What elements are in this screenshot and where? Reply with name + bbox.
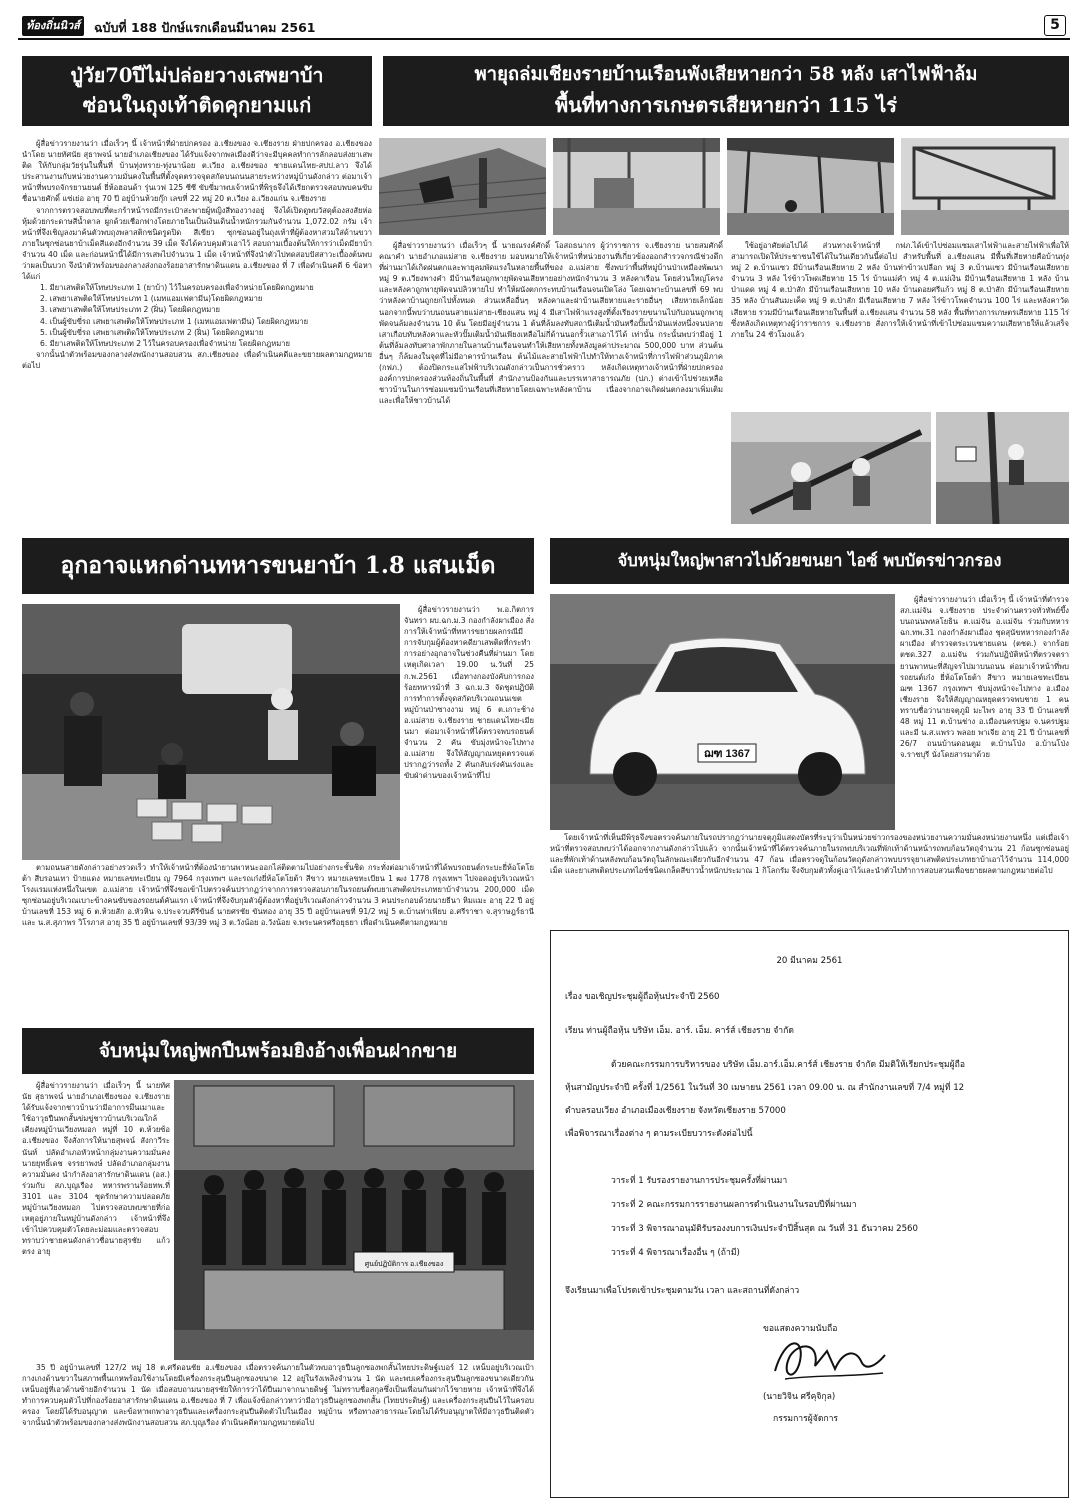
charge-item: 1. มียาเสพติดให้โทษประเภท 1 (ยาบ้า) ไว้ในครอบครองเพื่อจำหน่ายโดยผิดกฎหมาย (40, 283, 314, 293)
notice-body-line: หุ้นสามัญประจำปี ครั้งที่ 1/2561 ในวันที่ 30 เมษายน 2561 เวลา 09.00 น. ณ สำนักงานเลขที่ 7/4 หมู่ที่ 12 (565, 1083, 965, 1093)
headline-line-2: ซ่อนในถุงเท้าติดคุกยามแก่ (82, 93, 312, 117)
notice-date: 20 มีนาคม 2561 (776, 956, 843, 966)
headline-checkpoint: อุกอาจแหกด่านทหารขนยาบ้า 1.8 แสนเม็ด (22, 538, 534, 594)
station-sign-text: ศูนย์ปฏิบัติการ อ.เชียงของ (364, 1261, 444, 1268)
headline-line-2: พื้นที่ทางการเกษตรเสียหายกว่า 115 ไร่ (554, 93, 898, 117)
signatory-name: (นายวิจิน ศรีคุจิกุล) (763, 1392, 836, 1402)
photo-roof-frame (553, 138, 720, 235)
charge-list (22, 282, 372, 349)
photo-damaged-roof (379, 138, 546, 235)
checkpoint-photo (22, 604, 400, 860)
shareholder-notice (550, 930, 1069, 1498)
white-car-photo (550, 594, 895, 830)
charge-item: 5. เป็นผู้ขับขี่รถ เสพยาเสพติดให้โทษประเภท 2 (ฝิ่น) โดยผิดกฎหมาย (40, 327, 264, 337)
article-ice-bottom (550, 832, 1069, 920)
headline-line-1: พายุถล่มเชียงรายบ้านเรือนพังเสียหายกว่า 58 หลัง เสาไฟฟ้าล้ม (474, 64, 978, 85)
storm-photo-repairs (731, 412, 1069, 524)
notice-subject: เรื่อง ขอเชิญประชุมผู้ถือหุ้นประจำปี 2560 (565, 992, 720, 1002)
page-number: 5 (1044, 15, 1066, 36)
notice-recipient: เรียน ท่านผู้ถือหุ้น บริษัท เอ็ม. อาร์. เอ็ม. คาร์ส์ เชียงราย จำกัด (565, 1026, 794, 1036)
headline-gun: จับหนุ่มใหญ่พกปืนพร้อมยิงอ้างเพื่อนฝากขาย (22, 1028, 534, 1074)
headline-line-1: ปู่วัย70ปีไม่ปล่อยวางเสพยาบ้า (70, 64, 324, 87)
charge-item: 6. มียาเสพติดให้โทษประเภท 2 ไว้ในครอบครองเพื่อจำหน่าย โดยผิดกฎหมาย (40, 338, 290, 348)
masthead (18, 14, 1070, 40)
paragraph: ตามถนนสายดังกล่าวอย่างรวดเร็ว ทำให้เจ้าหน้าที่ต้องนำยานพาหนะออกไล่ติดตามไปอย่างกระชั้นชิด กระทั่งต่อมาเจ้าหน้าที่ได้พบรถยนต์กระบะยี่ห้อโตโยต้า สีบรอนเทา ป้ายแดง หมายเลขทะเบียน ญ 7964 กรุงเทพฯ และรถเก๋งยี่ห้อโตโยต้า สีขาว หมายเลขทะเบียน 1 ฒง 1778 กรุงเทพฯ ไปจอดอยู่บริเวณหน้าโรงแรมแห่งหนึ่งในเขต อ.แม่สาย เจ้าหน้าที่จึงขอเข้าไปตรวจค้นปรากฏว่าจากการตรวจสอบภายในรถยนต์พบยาเสพติดประเภทยาบ้าจำนวน 200,000 เม็ด ซุกซ่อนอยู่บริเวณเบาะข้างคนขับของรถยนต์คันแรก เจ้าหน้าที่จึงจับกุมตัวผู้ต้องหาที่อยู่บริเวณดังกล่าวจำนวน 3 คนประกอบด้วยนายธีนา หิมแมะ อายุ 22 ปี อยู่บ้านเลขที่ 153 หมู่ 6 ต.ห้วยสัก อ.หัวหิน จ.ประจวบคีรีขันธ์ นายศรชัย ขันทอง อายุ 35 ปี อยู่บ้านเลขที่ 91/2 หมู่ 5 ต.บ้านท่าเพียบ อ.ศรีราชา จ.สุราษฎร์ธานี และ น.ส.สุภาพร วิโรภาส อายุ 35 ปี อยู่บ้านเลขที่ 93/39 หมู่ 3 ต.วังน้อย อ.วังน้อย จ.พระนครศรีอยุธยา เพื่อดำเนินคดีตามกฎหมาย (22, 863, 534, 928)
paragraph: โดยเจ้าหน้าที่เห็นมีพิรุธจึงขอตรวจค้นภายในรถปรากฏว่านายจตุภูมิแสดงบัตรที่ระบุว่าเป็นหน่วยข่าวกรองของหน่วยงานความมั่นคงหน่วยงานหนึ่ง แต่เมื่อเจ้าหน้าที่ตรวจสอบพบว่าได้ออกจากงานดังกล่าวไปแล้ว จากนั้นเจ้าหน้าที่ได้ตรวจค้นภายในรถพบบริเวณที่พักเท้าด้านหน้ารถพบก้อนวัตถุจำนวน 21 ก้อนซุกซ่อนอยู่ และที่พักเท้าด้านหลังพบก้อนวัตถุในลักษณะเดียวกันอีกจำนวน 47 ก้อน เมื่อตรวจดูในก้อนวัตถุดังกล่าวพบบรรจุยาเสพติดประเภทยาบ้าเอาไว้จำนวน 114,000 เม็ด และยาเสพติดประเภทไอซ์ชนิดเกล็ดสีขาวน้ำหนักประมาณ 1 กิโลกรัม จึงจับกุมตัวทั้งคู่เอาไว้และนำตัวไปทำการสอบสวนเพื่อขยายผลตามกฎหมายต่อไป (550, 833, 1069, 876)
article-grandpa-body (22, 138, 372, 524)
evidence-table (204, 1270, 504, 1330)
paragraph: ผู้สื่อข่าวรายงานว่า เมื่อเร็วๆ นี้ เจ้าหน้าที่ตำรวจ สภ.แม่จัน จ.เชียงราย ประจำด่านตรวจทั่วทัพย์ขึ้ง บนถนนพหลโยธิน ต.แม่จัน อ.แม่จัน ร่วมกับทหาร ฉก.ทพ.31 กองกำลังผาเมือง ชุดสุนัขทหารกองกำลังผาเมือง ตำรวจตระเวนชายแดน (ตชด.) จากร้อย ตชด.327 อ.แม่จัน ร่วมกันปฏิบัติหน้าที่ตรวจตรายานพาหนะที่สัญจรไปมาบนถนน ต่อมาเจ้าหน้าที่พบรถยนต์เก๋ง ยี่ห้อโตโยต้า สีขาว หมายเลขทะเบียน ฌฑ 1367 กรุงเทพฯ ขับมุ่งหน้าจะไปทาง อ.เมืองเชียงราย จึงให้สัญญาณหยุดตรวจพบชาย 1 คน ทราบชื่อว่านายจตุภูมิ มะไพร อายุ 33 ปี บ้านเลขที่ 48 หมู่ 11 ต.บ้านช่าง อ.เมืองนครปฐม จ.นครปฐม และมี น.ส.แพรว พลอย พาเจีย อายุ 21 ปี บ้านเลขที่ 26/7 ถนนบ้านดอนตูม ต.บ้านโป่ง อ.บ้านโป่ง จ.ราชบุรี นั่งโดยสารมาด้วย (900, 595, 1069, 760)
notice-regards: ขอแสดงความนับถือ (763, 1324, 838, 1334)
paragraph: 35 ปี อยู่บ้านเลขที่ 127/2 หมู่ 18 ต.ศรีดอนชัย อ.เชียงของ เมื่อตรวจค้นภายในตัวพบอาวุธปืนลูกซองพกสั้นไทยประดิษฐ์เบอร์ 12 เหน็บอยู่บริเวณเป้ากางเกงด้านขวาในสภาพพื้นเกหพร้อมใช้งานโดยมีเครื่องกระสุนปืนลูกซองขนาด 12 อยู่ในรังเพลิงจำนวน 1 นัด และพบเครื่องกระสุนปืนลูกซองขนาดเดียวกันเหน็บอยู่ที่เอวด้านซ้ายอีกจำนวน 1 นัด เมื่อสอบถามนายสุรชัยให้การว่าได้ปืนมาจากนายดิษฐ์ ไม่ทราบชื่อสกุลซึ่งเป็นเพื่อนกันฝากไว้ขายหาย เจ้าหน้าที่จึงได้ทำการควบคุมตัวไปที่กองร้อยอาสารักษาดินแดน อ.เชียงของ ที่ 7 เพื่อแจ้งข้อกล่าวหาว่ามีอาวุธปืนลูกซองพกสั้น (ไทยประดิษฐ์) และเครื่องกระสุนปืนไว้ในครอบครอง โดยมิได้รับอนุญาต และข้อหาพกพาอาวุธปืนและเครื่องกระสุนปืนติดตัวไปในเมือง หมู่บ้าน หรือทางสาธารณะโดยไม่ได้รับอนุญาตให้มีอาวุธปืนติดตัว จากนั้นนำตัวพร้อมของกลางส่งพนักงานสอบสวน สภ.บุญเรือง ดำเนินคดีตามกฎหมายต่อไป (22, 1363, 534, 1428)
article-checkpoint-bottom (22, 862, 534, 1030)
charge-item: 4. เป็นผู้ขับขี่รถ เสพยาเสพติดให้โทษประเภท 1 (เมทแอมเฟตามีน) โดยผิดกฎหมาย (40, 316, 309, 326)
photo-steel-frame (901, 138, 1069, 235)
issue-label: ฉบับที่ 188 ปักษ์แรกเดือนมีนาคม 2561 (94, 20, 316, 35)
paragraph: จากนั้นนำตัวพร้อมของกลางส่งพนักงานสอบสวน สภ.เชียงของ เพื่อดำเนินคดีและขยายผลตามกฎหมายต่อไป (22, 349, 372, 370)
notice-body-line: ด้วยคณะกรรมการบริหารของ บริษัท เอ็ม.อาร์.เอ็ม.คาร์ส์ เชียงราย จำกัด มีมติให้เรียกประชุมผู้ถือ (611, 1060, 966, 1070)
article-gun-bottom (22, 1362, 534, 1500)
photo-bent-structure (727, 138, 894, 235)
article-ice-side (900, 594, 1069, 830)
notice-body-line: เพื่อพิจารณาเรื่องต่าง ๆ ตามระเบียบวาระดังต่อไปนี้ (565, 1129, 753, 1139)
article-storm-col-a (379, 240, 723, 524)
headline-grandpa-drugs (22, 56, 372, 126)
headline-storm (383, 56, 1069, 126)
agenda-item: วาระที่ 1 รับรองรายงานการประชุมครั้งที่ผ่านมา (611, 1176, 788, 1186)
pickup-truck (182, 624, 292, 694)
paragraph: จากการตรวจสอบพบที่ตะกร้าหน้ารถมีกระเป๋าสะพายผู้หญิงสีทองวางอยู่ จึงได้เปิดดูพบวัสดุต้องสงสัยห่อหุ้มด้วยกระดาษสีน้ำตาล ผูกด้วยเชือกฟางโดยภายในเป็นเงินเดินน้ำหนักรวมกันจำนวน 1,072.02 กรัม เจ้าหน้าที่จึงเชิญลงมาค้นตัวพบถุงพลาสติกชนิดรูดปิด สีเขียว ซุกซ่อนอยู่ในถุงเท้าที่ผู้ต้องหาสวมใส่ด้านขวาภายในซุกซ่อนยาบ้าเม็ดสีแดงอีกจำนวน 39 เม็ด จึงได้ควบคุมตัวเอาไว้ สอบถามเบื้องต้นให้การว่าเม็ดมียาบ้าจำนวน 40 เม็ด และก่อนหน้านี้ได้มีการเสพไปจำนวน 1 เม็ด เจ้าหน้าที่จึงนำตัวไปทดสอบปัสสาวะเบื้องต้นพบว่าผลเป็นบวก จึงนำตัวพร้อมของกลางส่งกองร้อยอาสารักษาดินแดน อ.เชียงของ ที่ 7 เพื่อดำเนินคดี 6 ข้อหาได้แก่ (22, 205, 372, 282)
plate-text: ฌฑ 1367 (703, 748, 751, 760)
soldier (158, 743, 186, 799)
charge-item: 2. เสพยาเสพติดให้โทษประเภท 1 (เมทแอมเฟตามีน)โดยผิดกฎหมาย (40, 294, 263, 304)
article-gun-side (22, 1080, 170, 1360)
paragraph: ผู้สื่อข่าวรายงานว่า เมื่อเร็วๆ นี้ เจ้าหน้าที่ฝ่ายปกครอง อ.เชียงของ จ.เชียงราย ฝ่ายปกครอง อ.เชียงของ นำโดย นายทัศนัย สุธาพจน์ นายอำเภอเชียงของ ได้รับแจ้งจากพลเมืองดีว่าจะมีบุคคลทำการลักลอบส่งยาเสพติด ให้กับกลุ่มวัยรุ่นในพื้นที่ บ้านทุ่งทราย-ทุ่งนาน้อย ต.เวียง อ.เชียงของ ชายแดนไทย-สปป.ลาว จึงได้ประสานงานกับหน่วยงานความมั่นคงในพื้นที่ตั้งจุดตรวจจุดสกัดบนถนนสายระหว่างหมู่บ้านดังกล่าว ต่อมาเจ้าหน้าที่พบรถจักรยานยนต์ ยี่ห้อฮอนด้า รุ่นเวฟ 125 ซีซี ขับขี่มาพบเจ้าหน้าที่พิรุธจึงได้เรียกตรวจสอบพบคนขับชื่อนายศักดิ์ แซ่เย่อ อายุ 70 ปี อยู่บ้านห้วยกุ๊ก เลขที่ 22 หมู่ 20 ต.เวียง อ.เวียงแก่น จ.เชียงราย (22, 139, 372, 204)
police-group-photo (174, 1080, 534, 1360)
article-checkpoint-side (404, 604, 534, 858)
headline-ice-drug: จับหนุ่มใหญ่พาสาวไปด้วยขนยา ไอซ์ พบบัตรข่าวกรอง (550, 538, 1069, 584)
article-storm-col-b (731, 240, 1069, 408)
agenda-item: วาระที่ 2 คณะกรรมการรายงานผลการดำเนินงานในรอบปีที่ผ่านมา (611, 1200, 857, 1210)
paragraph: ผู้สื่อข่าวรายงานว่า เมื่อเร็วๆ นี้ นายณรงค์ศักดิ์ โอสถธนากร ผู้ว่าราชการ จ.เชียงราย นายสมศักดิ์ คณาคำ นายอำเภอแม่สาย จ.เชียงราย มอบหมายให้เจ้าหน้าที่หน่วยงานที่เกี่ยวข้องออกสำรวจกรณีช่วงดึกที่ผ่านมาได้เกิดฝนตกและพายุลมพัดแรงในหลายพื้นที่ของ อ.แม่สาย ซึ่งพบว่าพื้นที่หมู่บ้านป่าเหมืองพัฒนา หมู่ 9 ต.เวียงพางคำ มีบ้านเรือนถูกพายุพัดจนเสียหายอย่างหนักจำนวน 3 หลังคาเรือน โดยส่วนใหญ่โครงและหลังคาถูกพายุพัดจนปลิวหายไป ทำให้ผนังตกกระทบบ้านเรือนจนเปิดโล่ง โดยเฉพาะบ้านเลขที่ 69 พบว่าหลังคาบ้านถูกยกไปทั้งหมด ส่วนเหลืออื่นๆ หลังคาและฝาบ้านเสียหายและรายอื่นๆ เสียหายเล็กน้อย นอกจากนี้พบว่าบนถนนสายแม่สาย-เชียงแสน หมู่ 4 มีเสาไฟฟ้าแรงสูงที่ตั้งเรียงรายขนานไปกับถนนถูกพายุพัดจนล้มลงจำนวน 10 ต้น โดยมีอยู่จำนวน 1 ต้นที่ล้มลงทับสถานีเติมน้ำมันหรือปั๊มน้ำมันแห่งหนึ่งจนปลายเสาเกือบทับหลังคาและหัวปั๊มเติมน้ำมันเพียงเหลือไม่กี่ด้านนอกรั้วเสาเอาไว้ได้ เท่านั้น กระนั้นพบว่ามีอยู่ 1 ต้นที่ล้มลงทับศาลาพักภายในลานบ้านเรือนจนทำให้เสียหายทั้งหลังมูลค่าประมาณ 500,000 บาท ส่วนต้นอื่นๆ ก็ล้มลงในจุดที่ไม่มีอาคารบ้านเรือน ต้นไม้และสายไฟฟ้าไปทำให้ทางเจ้าหน้าที่การไฟฟ้าส่วนภูมิภาค (กฟภ.) ต้องปิดกระแสไฟฟ้าบริเวณดังกล่าวเป็นการชั่วคราว หลังเกิดเหตุทางเจ้าหน้าที่ฝ่ายปกครอง องค์การปกครองส่วนท้องถิ่นในพื้นที่ สำนักงานป้องกันและบรรเทาสาธารณภัย (ปภ.) ต่างเข้าไปช่วยเหลือชาวบ้านในการซ่อมแซมบ้านเรือนที่เสียหายโดยเฉพาะหลังคาบ้าน เนื่องจากอาจเกิดฝนตกลงมาเพิ่มเติมและเพื่อให้ชาวบ้านได้ (379, 241, 723, 406)
charge-item: 3. เสพยาเสพติดให้โทษประเภท 2 (ฝิ่น) โดยผิดกฎหมาย (40, 305, 220, 315)
notice-closing: จึงเรียนมาเพื่อโปรดเข้าประชุมตามวัน เวลา และสถานที่ดังกล่าว (565, 1286, 800, 1296)
signatory-position: กรรมการผู้จัดการ (773, 1414, 839, 1424)
paragraph: ผู้สื่อข่าวรายงานว่า เมื่อเร็วๆ นี้ นายทัศนัย สุธาพจน์ นายอำเภอเชียงของ จ.เชียงราย ได้รับแจ้งจากชาวบ้านว่ามีอาการมึนเมาและใช้อาวุธปืนพกสั้นข่มขู่ชาวบ้านบริเวณใกล้เคียงหมู่บ้านเวียงหมอก หมู่ที่ 10 ต.ห้วยซ้อ อ.เชียงของ จึงสั่งการให้นายสุพจน์ สังกาวีระนันท์ ปลัดอำเภอหัวหน้ากลุ่มงานความมั่นคง นายยุทธิ์เดช จรรยาพงษ์ ปลัดอำเภอกลุ่มงานความมั่นคง นำกำลังอาสารักษาดินแดน (อส.) ร่วมกับ สภ.บุญเรือง ทหารพรานร้อยทพ.ที่ 3101 และ 3104 ชุดรักษาความปลอดภัยหมู่บ้านเวียงหมอก ไปตรวจสอบพบชายที่ก่อเหตุอยู่ภายในหมู่บ้านดังกล่าว เจ้าหน้าที่จึงเข้าไปควบคุมตัวโดยละม่อมและตรวจสอบทราบว่าชายคนดังกล่าวชื่อนายสุรชัย แก้วตรง อายุ (22, 1081, 170, 1257)
newspaper-logo: ท้องถิ่นนิวส์ (22, 16, 84, 36)
handwritten-signature (765, 1331, 895, 1387)
paragraph: ผู้สื่อข่าวรายงานว่า พ.อ.กิตการ จันทรา ผบ.ฉก.ม.3 กองกำลังผาเมือง สั่งการให้เจ้าหน้าที่ทหารขยายผลกรณีมีการจับกุมผู้ต้องหาคดียาเสพติดที่กระทำการอย่างอุกอาจในช่วงคืนที่ผ่านมา โดยเหตุเกิดเวลา 19.00 น.วันที่ 25 ก.พ.2561 เมื่อทางกองบังคับการกองร้อยทหารม้าที่ 3 ฉก.ม.3 จัดชุดปฏิบัติการทำการตั้งจุดสกัดบริเวณถนนเขตหมู่บ้านป่าซางงาม หมู่ 6 ต.เกาะช้าง อ.แม่สาย จ.เชียงราย ชายแดนไทย-เมียนมา ต่อมาเจ้าหน้าที่ได้ตรวจพบรถยนต์จำนวน 2 คัน ขับมุ่งหน้าจะไปทาง อ.แม่สาย จึงให้สัญญาณหยุดตรวจแต่ปรากฏว่ารถทั้ง 2 คันกลับเร่งคันเร่งและขับฝ่าด่านของเจ้าหน้าที่ไป (404, 605, 534, 781)
photo-worker-on-pole (936, 412, 1069, 524)
agenda-item: วาระที่ 4 พิจารณาเรื่องอื่น ๆ (ถ้ามี) (611, 1248, 740, 1258)
storm-photo-strip (379, 138, 1069, 235)
photo-pole-repair (731, 412, 931, 524)
agenda-item: วาระที่ 3 พิจารณาอนุมัติรับรองงบการเงินประจำปีสิ้นสุด ณ วันที่ 31 ธันวาคม 2560 (611, 1224, 918, 1234)
paragraph: ใช้อยู่อาศัยต่อไปได้ ส่วนทางเจ้าหน้าที่ กฟภ.ได้เข้าไปซ่อมแซมเสาไฟฟ้าและสายไฟฟ้าเพื่อให้สามารถเปิดให้ประชาชนใช้ได้ในวันเดียวกันนี้ต่อไป สำหรับพื้นที่ อ.เชียงแสน มีพื้นที่เสียหายคือบ้านทุ่ง หมู่ 2 ต.บ้านแซว มีบ้านเรือนเสียหาย 2 หลัง บ้านท่าข้าวเปลือก หมู่ 3 ต.บ้านแซว มีบ้านเรือนเสียหายจำนวน 3 หลัง ไร่ข้าวโพดเสียหาย 15 ไร่ บ้านแม่คำ หมู่ 4 ต.แม่เงิน มีบ้านเรือนเสียหาย 1 หลัง บ้านป่าแดด หมู่ 4 ต.ป่าสัก มีบ้านเรือนเสียหาย 10 หลัง บ้านดอยศรีแก้ว หมู่ 8 ต.ป่าสัก มีบ้านเรือนเสียหาย 35 หลัง บ้านสันมะเค็ด หมู่ 9 ต.ป่าสัก มีเรือนเสียหาย 7 หลัง ไร่ข้าวโพดจำนวน 100 ไร่ และหลังคาวัดเสียหาย รวมมีบ้านเรือนเสียหายในพื้นที่ อ.เชียงแสน จำนวน 58 หลัง พื้นที่ทางการเกษตรเสียหาย 115 ไร่ ซึ่งหลังเกิดเหตุทางผู้ว่าราชการ จ.เชียงราย สั่งการให้เจ้าหน้าที่เข้าไปซ่อมแซมความเสียหายให้แล้วเสร็จภายใน 24 ชั่วโมงแล้ว (731, 241, 1069, 339)
notice-body-line: ตำบลรอบเวียง อำเภอเมืองเชียงราย จังหวัดเชียงราย 57000 (565, 1106, 786, 1116)
